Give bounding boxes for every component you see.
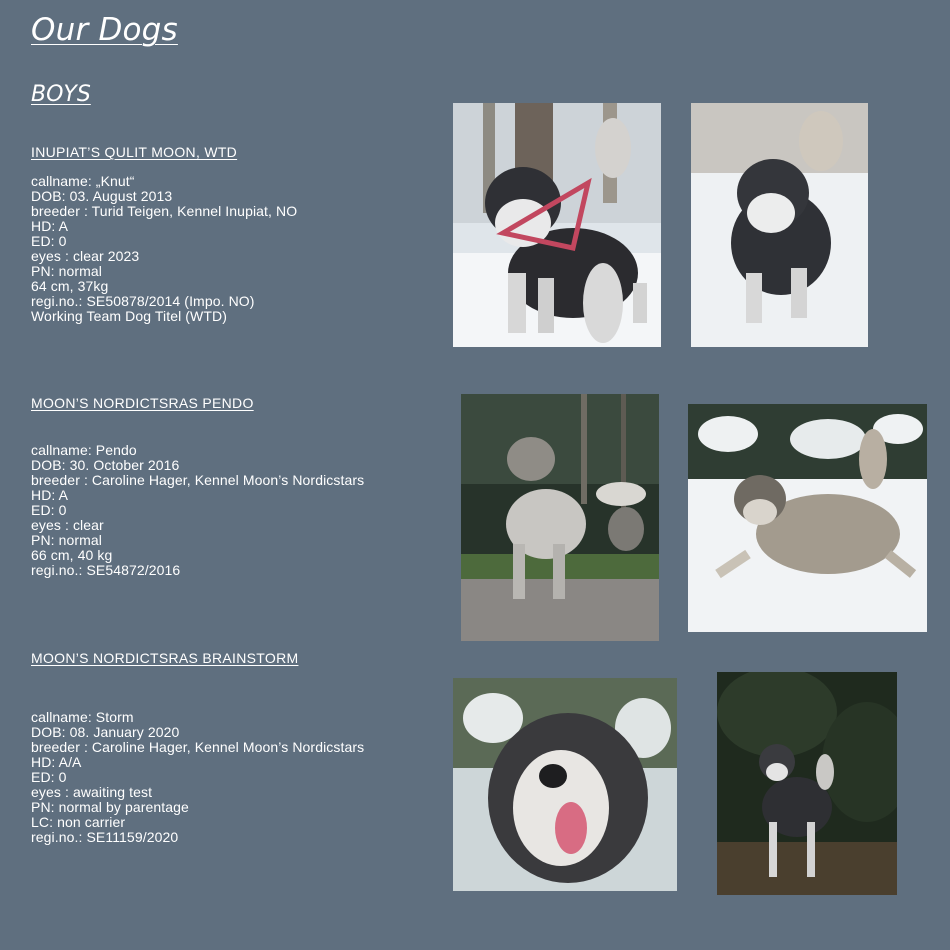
- detail-line: callname: Storm: [31, 709, 134, 725]
- detail-line: 66 cm, 40 kg: [31, 547, 113, 563]
- detail-line: breeder : Caroline Hager, Kennel Moon’s Nordicstars: [31, 472, 365, 488]
- detail-line: eyes : awaiting test: [31, 784, 153, 800]
- detail-line: HD: A: [31, 218, 69, 234]
- detail-line: regi.no.: SE11159/2020: [31, 829, 179, 845]
- dog-name-pendo: MOON’S NORDICTSRAS PENDO: [31, 395, 254, 411]
- detail-line: callname: Pendo: [31, 442, 137, 458]
- detail-line: regi.no.: SE54872/2016: [31, 562, 181, 578]
- page-title: Our Dogs: [31, 12, 178, 48]
- dog-photo-storm-forest[interactable]: [717, 672, 897, 895]
- detail-line: DOB: 30. October 2016: [31, 457, 180, 473]
- detail-line: callname: „Knut“: [31, 173, 135, 189]
- detail-line: eyes : clear 2023: [31, 248, 140, 264]
- detail-line: HD: A: [31, 487, 69, 503]
- detail-line: breeder : Turid Teigen, Kennel Inupiat, NO: [31, 203, 298, 219]
- dog-photo-pendo-snow[interactable]: [688, 404, 927, 632]
- detail-line: 64 cm, 37kg: [31, 278, 109, 294]
- dog-details-storm: [31, 710, 364, 845]
- dog-name-knut: INUPIAT’S QULIT MOON, WTD: [31, 144, 238, 160]
- detail-line: HD: A/A: [31, 754, 82, 770]
- detail-line: ED: 0: [31, 502, 67, 518]
- dog-details-knut: [31, 174, 297, 324]
- detail-line: ED: 0: [31, 233, 67, 249]
- detail-line: regi.no.: SE50878/2014 (Impo. NO): [31, 293, 255, 309]
- detail-line: DOB: 08. January 2020: [31, 724, 180, 740]
- detail-line: ED: 0: [31, 769, 67, 785]
- dog-photo-storm-closeup[interactable]: [453, 678, 677, 891]
- detail-line: LC: non carrier: [31, 814, 126, 830]
- dog-photo-knut-harness[interactable]: [453, 103, 661, 347]
- dog-name-storm: MOON’S NORDICTSRAS BRAINSTORM: [31, 650, 299, 666]
- detail-line: PN: normal: [31, 263, 103, 279]
- detail-line: breeder : Caroline Hager, Kennel Moon’s Nordicstars: [31, 739, 365, 755]
- detail-line: DOB: 03. August 2013: [31, 188, 173, 204]
- detail-line: PN: normal: [31, 532, 103, 548]
- dog-photo-pendo-trail[interactable]: [461, 394, 659, 641]
- detail-line: Working Team Dog Titel (WTD): [31, 308, 227, 324]
- dog-photo-knut-walking[interactable]: [691, 103, 868, 347]
- detail-line: PN: normal by parentage: [31, 799, 189, 815]
- dog-details-pendo: [31, 443, 364, 578]
- section-title-boys: BOYS: [31, 82, 91, 107]
- detail-line: eyes : clear: [31, 517, 104, 533]
